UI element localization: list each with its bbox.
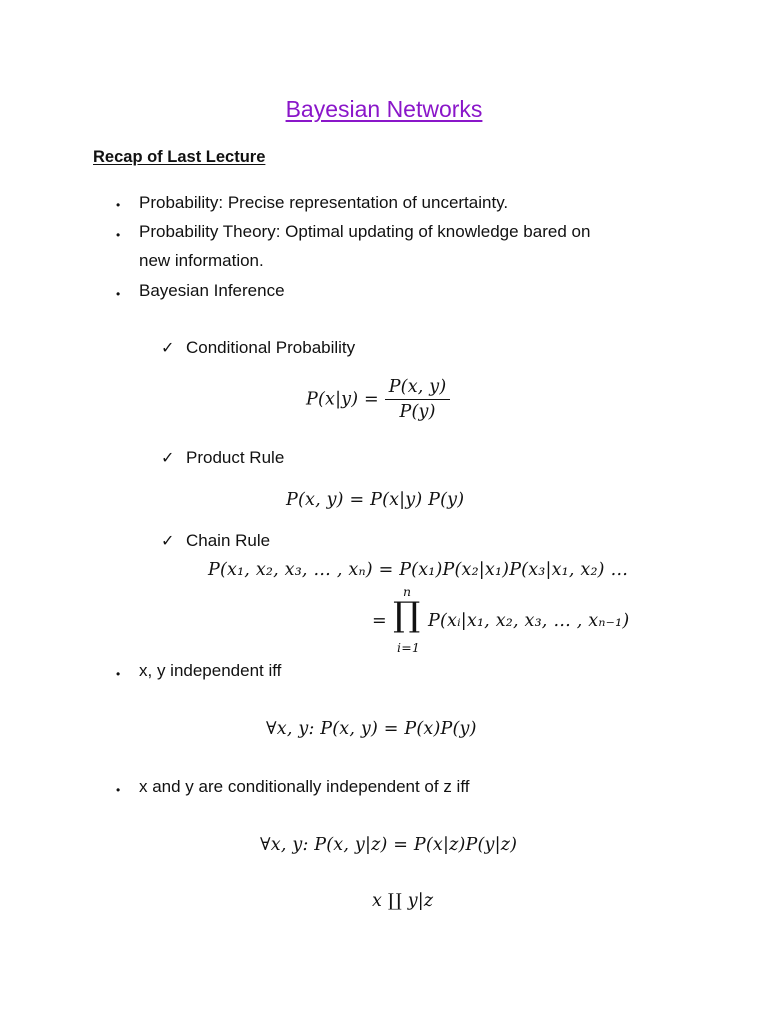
- check-text-product-rule: Product Rule: [186, 448, 285, 467]
- bullet-text-probability: Probability: Precise representation of uncertainty.: [139, 193, 509, 212]
- product-rule-formula: P(x, y) = P(x|y) P(y): [286, 490, 465, 510]
- bullet-icon: •: [116, 287, 121, 301]
- section-heading: Recap of Last Lecture: [93, 148, 266, 166]
- bullet-icon: •: [116, 667, 121, 681]
- product-upper-limit: n: [403, 584, 412, 599]
- chain-rule-product-term: P(xᵢ|x₁, x₂, x₃, … , xₙ₋₁): [428, 611, 630, 631]
- fraction-numerator: P(x, y): [385, 377, 451, 400]
- check-icon: ✓: [161, 450, 175, 467]
- check-text-chain-rule: Chain Rule: [186, 531, 271, 550]
- formula-lhs: P(x|y) =: [306, 389, 379, 410]
- conditional-independence-formula: ∀x, y: P(x, y|z) = P(x|z)P(y|z): [260, 835, 518, 855]
- bullet-icon: •: [116, 783, 121, 797]
- bullet-text-probability-theory: Probability Theory: Optimal updating of knowledge bared on: [139, 222, 591, 241]
- conditional-independence-notation: x ∐ y|z: [372, 891, 434, 911]
- bullet-icon: •: [116, 198, 121, 212]
- check-text-conditional-probability: Conditional Probability: [186, 338, 356, 357]
- fraction-denominator: P(y): [399, 402, 436, 422]
- bullet-text-probability-theory-cont: new information.: [139, 251, 264, 270]
- bullet-icon: •: [116, 228, 121, 242]
- product-lower-limit: i=1: [397, 640, 421, 655]
- conditional-probability-formula: [306, 377, 450, 422]
- bullet-text-conditionally-independent: x and y are conditionally independent of z iff: [139, 777, 470, 796]
- chain-rule-equals: =: [372, 611, 387, 631]
- check-icon: ✓: [161, 533, 175, 550]
- bullet-text-bayesian-inference: Bayesian Inference: [139, 281, 285, 300]
- check-icon: ✓: [161, 340, 175, 357]
- fraction: [385, 377, 451, 422]
- chain-rule-formula-line1: P(x₁, x₂, x₃, … , xₙ) = P(x₁)P(x₂|x₁)P(x₃|x₁, x₂) …: [208, 560, 629, 580]
- document-title: Bayesian Networks: [285, 96, 483, 122]
- product-symbol: ∏: [393, 595, 421, 635]
- independence-formula: ∀x, y: P(x, y) = P(x)P(y): [266, 719, 477, 739]
- bullet-text-independent: x, y independent iff: [139, 661, 282, 680]
